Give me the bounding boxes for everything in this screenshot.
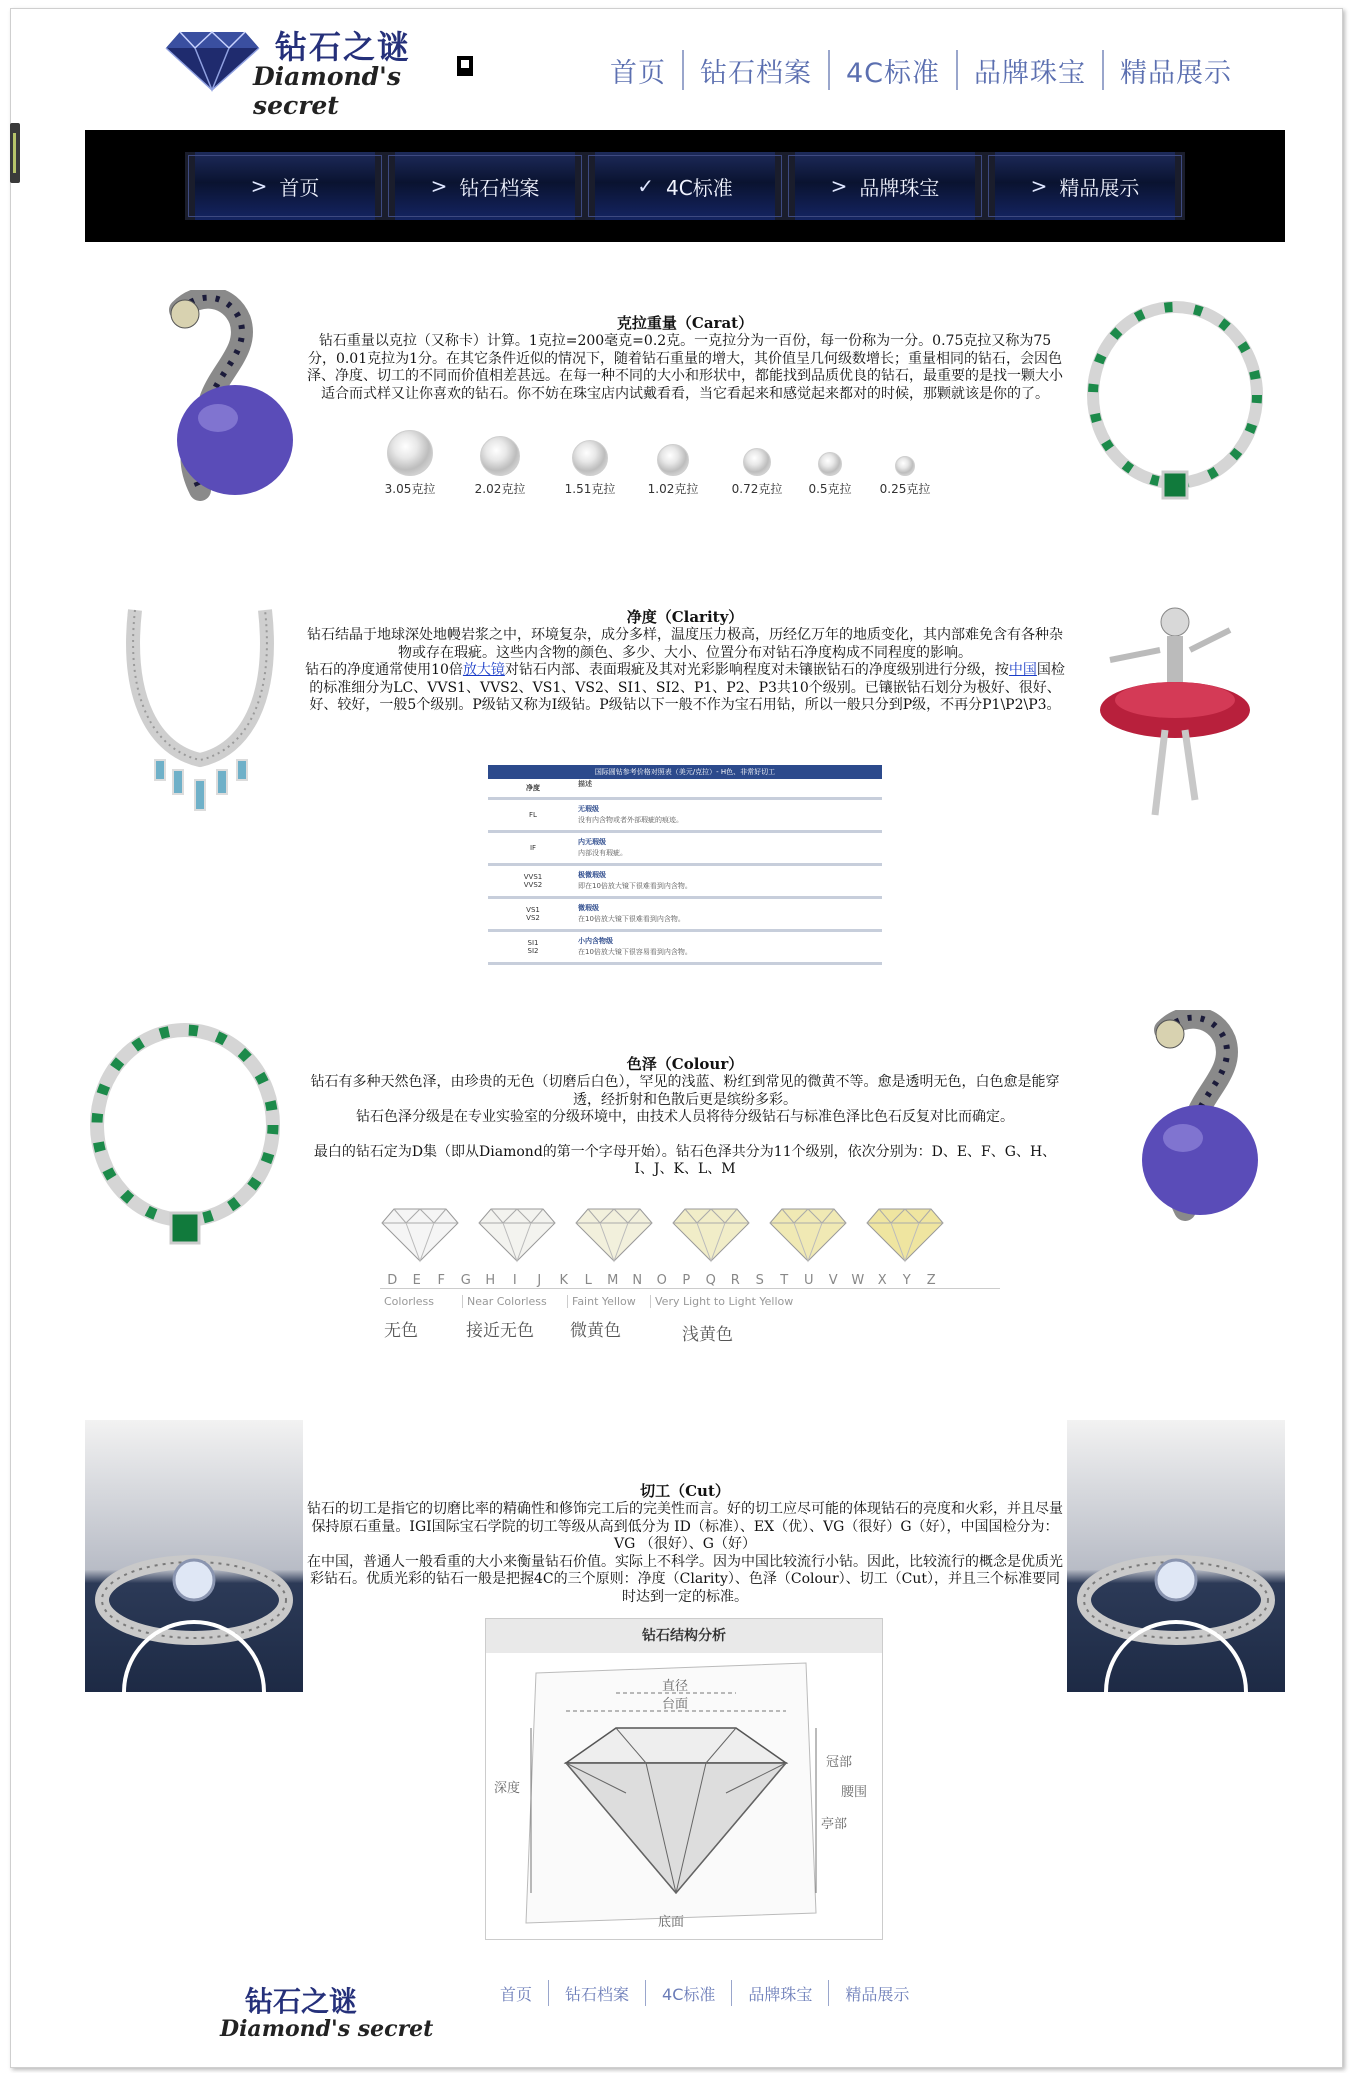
carat-label: 0.5克拉 xyxy=(808,482,852,496)
nav-button-label: 精品展示 xyxy=(1059,175,1140,200)
clarity-grade-name: 微瑕级 xyxy=(578,904,599,912)
diagram-label-diameter: 直径 xyxy=(662,1679,689,1694)
diamond-outline-icon xyxy=(865,1205,945,1265)
diagram-label-culet: 底面 xyxy=(658,1915,685,1930)
clarity-grade-name: 无瑕级 xyxy=(578,805,599,813)
colour-text-block xyxy=(305,1053,1065,1179)
arrow-right-icon: > xyxy=(830,174,848,198)
footer-logo-english-text: Diamond's secret xyxy=(220,2016,434,2042)
diamond-sample-icon xyxy=(657,444,689,476)
colour-grade-letter: Y xyxy=(902,1273,911,1288)
clarity-table-header xyxy=(488,779,882,800)
clarity-description-1: 钻石结晶于地球深处地幔岩浆之中，环境复杂，成分多样，温度压力极高，历经亿万年的地质变化，其内部难免含有各种杂物或存在瑕疵。这些内含物的颜色、多少、大小、位置分布对钻石净度构成不同程度的影响。 xyxy=(307,627,1063,661)
carat-diamond xyxy=(375,430,445,497)
clarity-grade: VVS1 VVS2 xyxy=(523,873,543,889)
diamond-outline-icon xyxy=(380,1205,460,1265)
colour-description-3: 最白的钻石定为D集（即从Diamond的第一个字母开始）。钻石色泽共分为11个级别，依次分别为：D、E、F、G、H、I、J、K、L、M xyxy=(313,1143,1057,1177)
colour-grade-letter: R xyxy=(730,1273,740,1288)
nav-button-4c[interactable] xyxy=(585,152,785,220)
diamond-ring-image xyxy=(85,1420,303,1692)
clarity-grade: SI1 SI2 xyxy=(527,939,539,955)
nav-separator xyxy=(828,50,830,90)
colour-grade-letter: M xyxy=(607,1273,619,1288)
emerald-necklace-image xyxy=(1075,290,1275,530)
colour-grade-letter: X xyxy=(877,1273,887,1288)
diamond-sample-icon xyxy=(743,448,771,476)
diamond-sample-icon xyxy=(387,430,433,476)
colour-gem-row xyxy=(380,1205,1000,1265)
colour-group-cn-label: 浅黄色 xyxy=(682,1325,733,1345)
side-scroll-tab[interactable] xyxy=(10,123,20,183)
colour-grade-letter: F xyxy=(437,1273,445,1288)
diagram-label-crown: 冠部 xyxy=(826,1755,853,1770)
footer-nav xyxy=(500,1980,909,2006)
clarity-grade-desc: 在10倍放大镜下很难看到内含物。 xyxy=(578,915,685,923)
clarity-desc xyxy=(578,837,882,859)
top-nav xyxy=(610,50,1232,90)
colour-scale-chart xyxy=(380,1205,1000,1355)
colour-description-2: 钻石色泽分级是在专业实验室的分级环境中，由技术人员将待分级钻石与标准色泽比色石反复对比而确定。 xyxy=(356,1109,1014,1125)
top-nav-4c[interactable]: 4C标准 xyxy=(846,57,941,89)
china-link[interactable]: 中国 xyxy=(1008,662,1037,678)
diamond-logo-icon xyxy=(165,30,260,92)
clarity-grade-name: 小内含物级 xyxy=(578,937,613,945)
clarity-text-block xyxy=(305,606,1065,715)
colour-grade-letter: L xyxy=(584,1273,592,1288)
panther-ring-image xyxy=(1105,1010,1265,1250)
carat-label: 0.72克拉 xyxy=(731,482,783,496)
carat-text-block xyxy=(305,312,1065,403)
clarity-grade-desc: 在10倍放大镜下很容易看到内含物。 xyxy=(578,948,692,956)
clarity-grade: FL xyxy=(529,811,537,819)
colour-grade-letter: D xyxy=(387,1273,398,1288)
table-row xyxy=(488,800,882,833)
footer-nav-showcase[interactable]: 精品展示 xyxy=(845,1984,910,2004)
nav-button-archive[interactable] xyxy=(385,152,585,220)
colour-group-en xyxy=(380,1295,1000,1308)
nav-separator xyxy=(682,50,684,90)
top-nav-home[interactable]: 首页 xyxy=(610,57,666,89)
nav-separator xyxy=(548,1980,549,2006)
clarity-grade-desc: 内部没有瑕疵。 xyxy=(578,849,627,857)
ballerina-brooch-image xyxy=(1090,600,1260,830)
diamond-sample-icon xyxy=(895,456,915,476)
top-nav-showcase[interactable]: 精品展示 xyxy=(1120,57,1233,89)
clarity-col-desc: 描述 xyxy=(578,780,592,788)
colour-grade-letter: Q xyxy=(705,1273,716,1288)
colour-grade-letter: V xyxy=(828,1273,838,1288)
nav-button-label: 4C标准 xyxy=(666,175,733,200)
footer-logo[interactable] xyxy=(220,1980,433,2042)
carat-diamond xyxy=(875,456,935,497)
logo-english-text: Diamond's secret xyxy=(253,62,401,120)
colour-grade-letter: N xyxy=(632,1273,643,1288)
logo-mark xyxy=(457,56,473,76)
colour-grade-letter: E xyxy=(412,1273,421,1288)
diamond-outline-icon xyxy=(768,1205,848,1265)
clarity-grade-desc: 即在10倍放大镜下很难看到内含物。 xyxy=(578,882,692,890)
arrow-right-icon: > xyxy=(430,174,448,198)
diagram-label-pavilion: 亭部 xyxy=(821,1817,848,1832)
footer-nav-brands[interactable]: 品牌珠宝 xyxy=(748,1984,813,2004)
carat-label: 0.25克拉 xyxy=(879,482,931,496)
aquamarine-necklace-image xyxy=(115,600,285,830)
carat-diamond xyxy=(555,440,625,497)
colour-group-cn-label: 接近无色 xyxy=(466,1321,534,1341)
clarity-desc xyxy=(578,936,882,958)
clarity-grade: VS1 VS2 xyxy=(526,906,540,922)
emerald-necklace-image xyxy=(85,1015,285,1260)
arrow-right-icon: > xyxy=(1030,174,1048,198)
colour-grade-letter: J xyxy=(537,1273,542,1288)
carat-diamond xyxy=(465,436,535,497)
nav-separator xyxy=(731,1980,732,2006)
clarity-desc xyxy=(578,903,882,925)
colour-group-label: Colorless xyxy=(384,1295,435,1308)
colour-group-label: Faint Yellow xyxy=(567,1295,650,1308)
diamond-sample-icon xyxy=(818,452,842,476)
footer-nav-4c[interactable]: 4C标准 xyxy=(662,1984,716,2004)
diamond-outline-icon xyxy=(477,1205,557,1265)
colour-letter-row xyxy=(380,1273,1000,1289)
check-icon: ✓ xyxy=(637,174,655,198)
nav-button-home[interactable] xyxy=(185,152,385,220)
colour-grade-letter: I xyxy=(512,1273,517,1288)
colour-grade-letter: T xyxy=(780,1273,789,1288)
table-row xyxy=(488,932,882,965)
clarity-table-title: 国际圆钻参考价格对照表（美元/克拉）- H色、非常好切工 xyxy=(488,765,882,779)
carat-label: 1.51克拉 xyxy=(564,482,616,496)
colour-description-1: 钻石有多种天然色泽，由珍贵的无色（切磨后白色），罕见的浅蓝、粉红到常见的微黄不等。愈是透明无色，白色愈是能穿透，经折射和色散后更是缤纷多彩。 xyxy=(310,1074,1060,1108)
nav-separator xyxy=(828,1980,829,2006)
arrow-right-icon: > xyxy=(250,174,268,198)
table-row xyxy=(488,866,882,899)
colour-group-label: Very Light to Light Yellow xyxy=(650,1295,875,1308)
footer-nav-home[interactable]: 首页 xyxy=(500,1984,533,2004)
colour-grade-letter: H xyxy=(485,1273,496,1288)
magnifier-link[interactable]: 放大镜 xyxy=(462,662,505,678)
footer-logo-chinese-text: 钻石之谜 xyxy=(245,1985,358,2018)
colour-grade-letter: S xyxy=(755,1273,764,1288)
carat-title: 克拉重量（Carat） xyxy=(616,314,754,332)
cut-description-1: 钻石的切工是指它的切磨比率的精确性和修饰完工后的完美性而言。好的切工应尽可能的体现钻石的亮度和火彩，并且尽量保持原石重量。IGI国际宝石学院的切工等级从高到低分为 ID（标准）、EX（优）、VG（很好）G（好），中国国检分为：VG （很好）、G（好） xyxy=(307,1501,1063,1552)
nav-button-brands[interactable] xyxy=(785,152,985,220)
colour-grade-letter: Z xyxy=(926,1273,936,1288)
clarity-title: 净度（Clarity） xyxy=(626,608,744,626)
table-row xyxy=(488,833,882,866)
diamond-outline-icon xyxy=(574,1205,654,1265)
diamond-outline-icon xyxy=(671,1205,751,1265)
nav-separator xyxy=(956,50,958,90)
nav-separator xyxy=(1102,50,1104,90)
clarity-grade: IF xyxy=(529,844,537,852)
colour-grade-letter: K xyxy=(559,1273,569,1288)
carat-section xyxy=(85,280,1285,550)
nav-button-label: 首页 xyxy=(279,175,320,200)
top-nav-archive[interactable]: 钻石档案 xyxy=(700,57,812,89)
colour-group-cn xyxy=(380,1316,1000,1345)
clarity-text-part: 对钻石内部、表面瑕疵及其对光彩影响程度对未镶嵌钻石的净度级别进行分级，按 xyxy=(504,662,1009,678)
main-nav xyxy=(185,152,1185,220)
diagram-label-girdle: 腰围 xyxy=(841,1785,868,1800)
clarity-desc xyxy=(578,870,882,892)
colour-group-cn-label: 无色 xyxy=(384,1321,418,1341)
carat-label: 3.05克拉 xyxy=(384,482,436,496)
colour-title: 色泽（Colour） xyxy=(626,1055,744,1073)
nav-separator xyxy=(645,1980,646,2006)
clarity-grade-name: 内无瑕级 xyxy=(578,838,606,846)
cut-title: 切工（Cut） xyxy=(640,1482,730,1500)
clarity-grade-table xyxy=(488,765,882,965)
colour-group-cn-label: 微黄色 xyxy=(570,1321,621,1341)
top-nav-brands[interactable]: 品牌珠宝 xyxy=(974,57,1087,89)
diamond-sample-icon xyxy=(572,440,608,476)
nav-button-label: 品牌珠宝 xyxy=(859,175,940,200)
clarity-col-grade: 净度 xyxy=(526,784,540,792)
diamond-sample-icon xyxy=(480,436,520,476)
colour-group-label: Near Colorless xyxy=(462,1295,567,1308)
clarity-desc xyxy=(578,804,882,826)
clarity-description-2 xyxy=(305,662,1065,715)
colour-grade-letter: O xyxy=(656,1273,667,1288)
colour-grade-letter: U xyxy=(803,1273,814,1288)
clarity-grade-name: 极微瑕级 xyxy=(578,871,606,879)
nav-button-label: 钻石档案 xyxy=(459,175,540,200)
colour-grade-letter: P xyxy=(682,1273,691,1288)
clarity-text-part: 国检的标准细分为LC、VVS1、VVS2、VS1、VS2、SI1、SI2、P1、P2、P3共10个级别。已镶嵌钻石划分为极好、很好、好、较好，一般5个级别。P级钻又称为I级钻。P级钻以下一般不作为宝石用钻，所以一般只分到P级，不再分P1\P2\P3。 xyxy=(309,662,1065,713)
diamond-ring-image xyxy=(1067,1420,1285,1692)
diagram-title: 钻石结构分析 xyxy=(486,1619,882,1653)
clarity-text-part: 钻石的净度通常使用10倍 xyxy=(305,662,463,678)
diagram-label-table: 台面 xyxy=(662,1697,689,1712)
footer-nav-archive[interactable]: 钻石档案 xyxy=(565,1984,630,2004)
colour-grade-letter: W xyxy=(851,1273,865,1288)
diamond-structure-diagram xyxy=(485,1618,883,1940)
carat-label: 1.02克拉 xyxy=(647,482,699,496)
carat-label: 2.02克拉 xyxy=(474,482,526,496)
colour-grade-letter: G xyxy=(460,1273,471,1288)
carat-diamond xyxy=(800,452,860,497)
site-logo[interactable] xyxy=(165,22,485,120)
clarity-grade-desc: 没有内含物或者外部瑕疵的痕迹。 xyxy=(578,816,683,824)
table-row xyxy=(488,899,882,932)
carat-description: 钻石重量以克拉（又称卡）计算。1克拉=200毫克=0.2克。一克拉分为一百份，每一份称为一分。0.75克拉又称为75分，0.01克拉为1分。在其它条件近似的情况下，随着钻石重量的增大，其价值呈几何级数增长；重量相同的钻石，会因色泽、净度、切工的不同而价值相差甚远。在每一种不同的大小和形状中，都能找到品质优良的钻石，最重要的是找一颗大小适合而式样又让你喜欢的钻石。你不妨在珠宝店内试戴看看，当它看起来和感觉起来都对的时候，那颗就该是你的了。 xyxy=(307,333,1063,402)
cut-text-block xyxy=(305,1480,1065,1606)
main-nav-band xyxy=(85,130,1285,242)
diagram-label-depth: 深度 xyxy=(494,1781,521,1796)
carat-diamond xyxy=(638,444,708,497)
nav-button-showcase[interactable] xyxy=(985,152,1185,220)
logo-chinese-text: 钻石之谜 xyxy=(275,28,412,66)
cut-description-2: 在中国，普通人一般看重的大小来衡量钻石价值。实际上不科学。因为中国比较流行小钻。因此，比较流行的概念是优质光彩钻石。优质光彩的钻石一般是把握4C的三个原则：净度（Clarity）、色泽（Colour）、切工（Cut），并且三个标准要同时达到一定的标准。 xyxy=(307,1553,1063,1605)
carat-diamond xyxy=(722,448,792,497)
